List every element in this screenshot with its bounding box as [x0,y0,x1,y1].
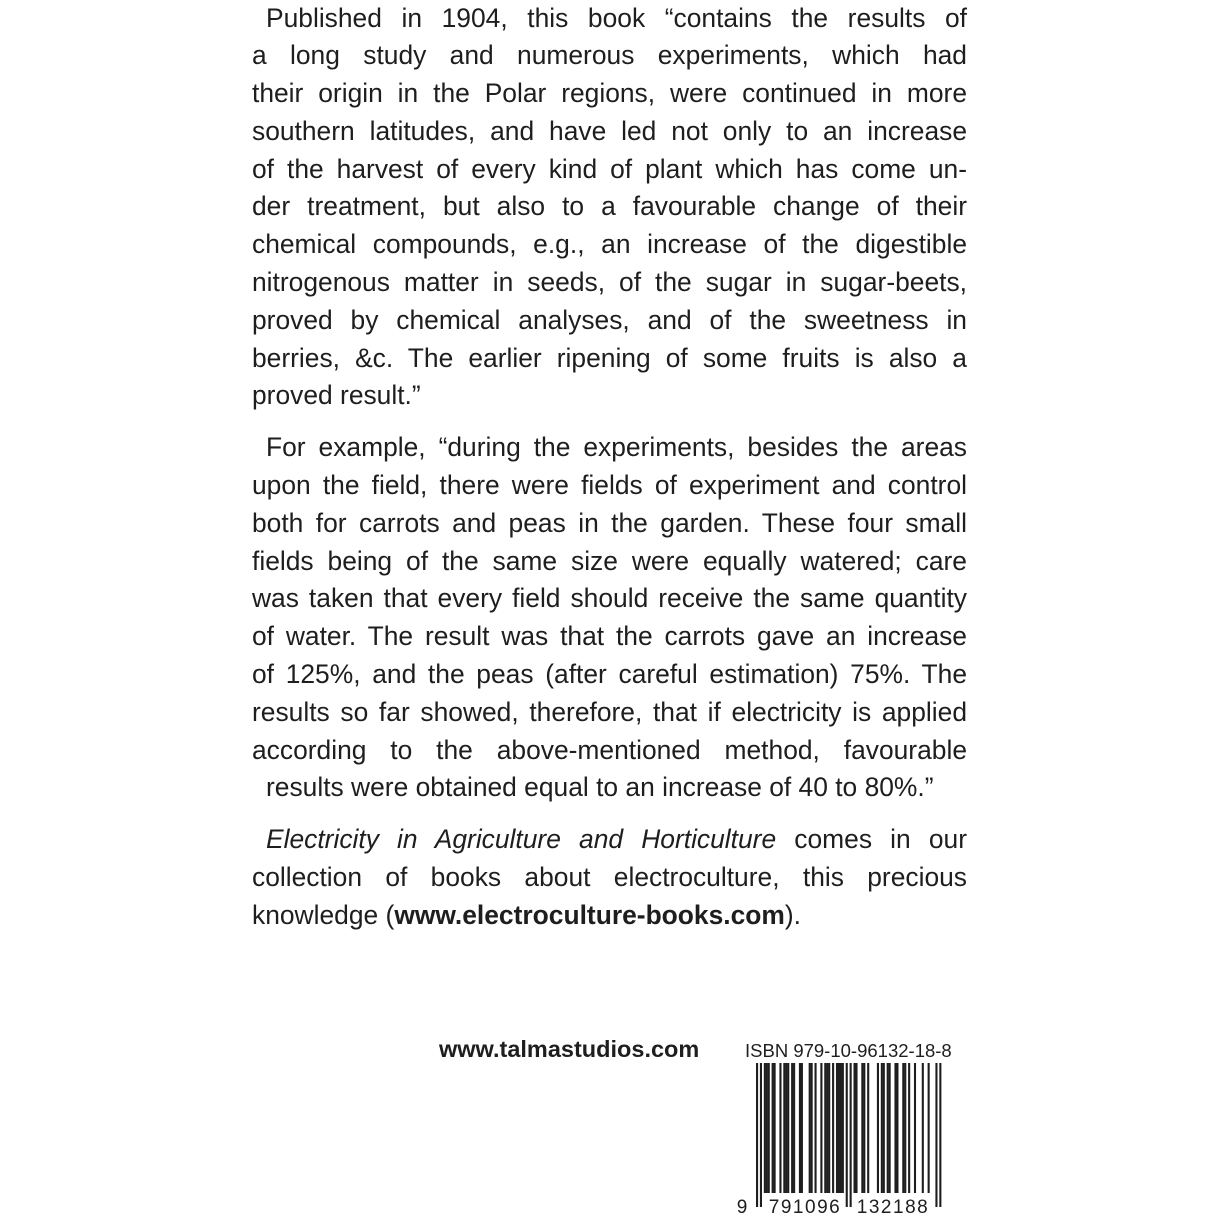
text-fragment: comes in our [776,824,967,855]
barcode-bar [756,1063,758,1207]
text-line: results were obtained equal to an increase of 40 to 80%.” [266,772,934,803]
barcode-bar [842,1063,844,1193]
text-line: der treatment, but also to a favourable change of their [252,191,967,222]
text-line: nitrogenous matter in seeds, of the sugar in sugar-beets, [252,267,967,298]
barcode-bar [840,1063,842,1193]
text-fragment: ). [784,899,802,930]
isbn-barcode [732,1063,952,1217]
barcode-bar [887,1063,889,1193]
barcode-bar [877,1063,879,1193]
text-line: proved result.” [252,380,421,411]
barcode-bar [787,1063,789,1193]
paragraph-intro [252,0,967,415]
barcode-bar [785,1063,787,1193]
barcode-bar [826,1063,828,1193]
barcode-bar [801,1063,803,1193]
text-line: both for carrots and peas in the garden. These four small [252,507,967,538]
barcode-bar [820,1063,822,1193]
barcode-bar [881,1063,883,1193]
barcode-bar [793,1063,795,1193]
barcode-bar [824,1063,826,1193]
barcode-bar [779,1063,781,1193]
barcode-bar [828,1063,830,1193]
barcode-bar [863,1063,865,1193]
book-title: Electricity in Agriculture and Horticulture [266,824,777,855]
barcode-bar [809,1063,811,1193]
text-line: southern latitudes, and have led not only to an increase [252,115,967,146]
barcode-digit-first: 9 [736,1197,748,1217]
barcode-bar [768,1063,770,1193]
text-line: For example, “during the experiments, besides the areas [266,432,967,463]
text-line: proved by chemical analyses, and of the sweetness in [252,304,967,335]
isbn-label: ISBN 979-10-96132-18-8 [745,1040,952,1061]
text-line [252,821,967,859]
text-line: of the harvest of every kind of plant which has come un- [252,153,967,184]
text-line [252,897,967,935]
barcode-bar [838,1063,840,1193]
barcode-digits-right: 132188 [856,1197,930,1217]
text-line: was taken that every field should receive the same quantity [252,583,967,614]
barcode-bar [889,1063,891,1193]
text-line: of water. The result was that the carrots gave an increase [252,621,967,652]
barcode-bar [894,1063,896,1193]
barcode-bar [791,1063,793,1193]
barcode-digits-left: 791096 [768,1197,842,1217]
barcode-bar [935,1063,937,1207]
text-line: according to the above-mentioned method, favourable [252,734,967,765]
text-line: berries, &c. The earlier ripening of some fruits is also a [252,342,967,373]
paragraph-collection [252,821,967,934]
text-line: collection of books about electroculture, this precious [252,862,967,893]
barcode-bar [855,1063,857,1193]
barcode-bar [811,1063,813,1193]
text-line: results so far showed, therefore, that if electricity is applied [252,696,967,727]
text-line: Published in 1904, this book “contains the results of [266,2,967,33]
barcode-bar [846,1063,848,1207]
barcode-bar [772,1063,774,1193]
barcode-bar [799,1063,801,1193]
paragraph-example [252,429,967,807]
barcode-bar [867,1063,869,1193]
barcode-bar [832,1063,834,1193]
barcode-bar [939,1063,941,1207]
barcode-bar [883,1063,885,1193]
text-line: a long study and numerous experiments, which had [252,40,967,71]
barcode-bar [815,1063,817,1193]
barcode-bar [904,1063,906,1193]
text-fragment: knowledge ( [252,899,395,930]
barcode-bar [760,1063,762,1207]
text-line: of 125%, and the peas (after careful estimation) 75%. The [252,659,967,690]
text-line: their origin in the Polar regions, were continued in more [252,78,967,109]
barcode-bar [922,1063,924,1193]
barcode-bar [764,1063,766,1193]
barcode-bar [766,1063,768,1193]
text-line: upon the field, there were fields of experiment and control [252,470,967,501]
electroculture-link[interactable]: www.electroculture-books.com [394,899,785,930]
barcode-bar [902,1063,904,1193]
barcode-bar [861,1063,863,1193]
text-line: chemical compounds, e.g., an increase of the digestible [252,229,967,260]
barcode-bar [914,1063,916,1193]
text-line: fields being of the same size were equally watered; care [252,545,967,576]
barcode-bar [896,1063,898,1193]
barcode-bar [850,1063,852,1207]
barcode-bar [908,1063,910,1193]
barcode-bar [774,1063,776,1193]
barcode-bar [836,1063,838,1193]
barcode-bar [928,1063,930,1193]
barcode-bar [783,1063,785,1193]
barcode-bar [854,1063,856,1193]
publisher-website[interactable]: www.talmastudios.com [439,1036,700,1062]
back-cover-text [252,0,967,935]
